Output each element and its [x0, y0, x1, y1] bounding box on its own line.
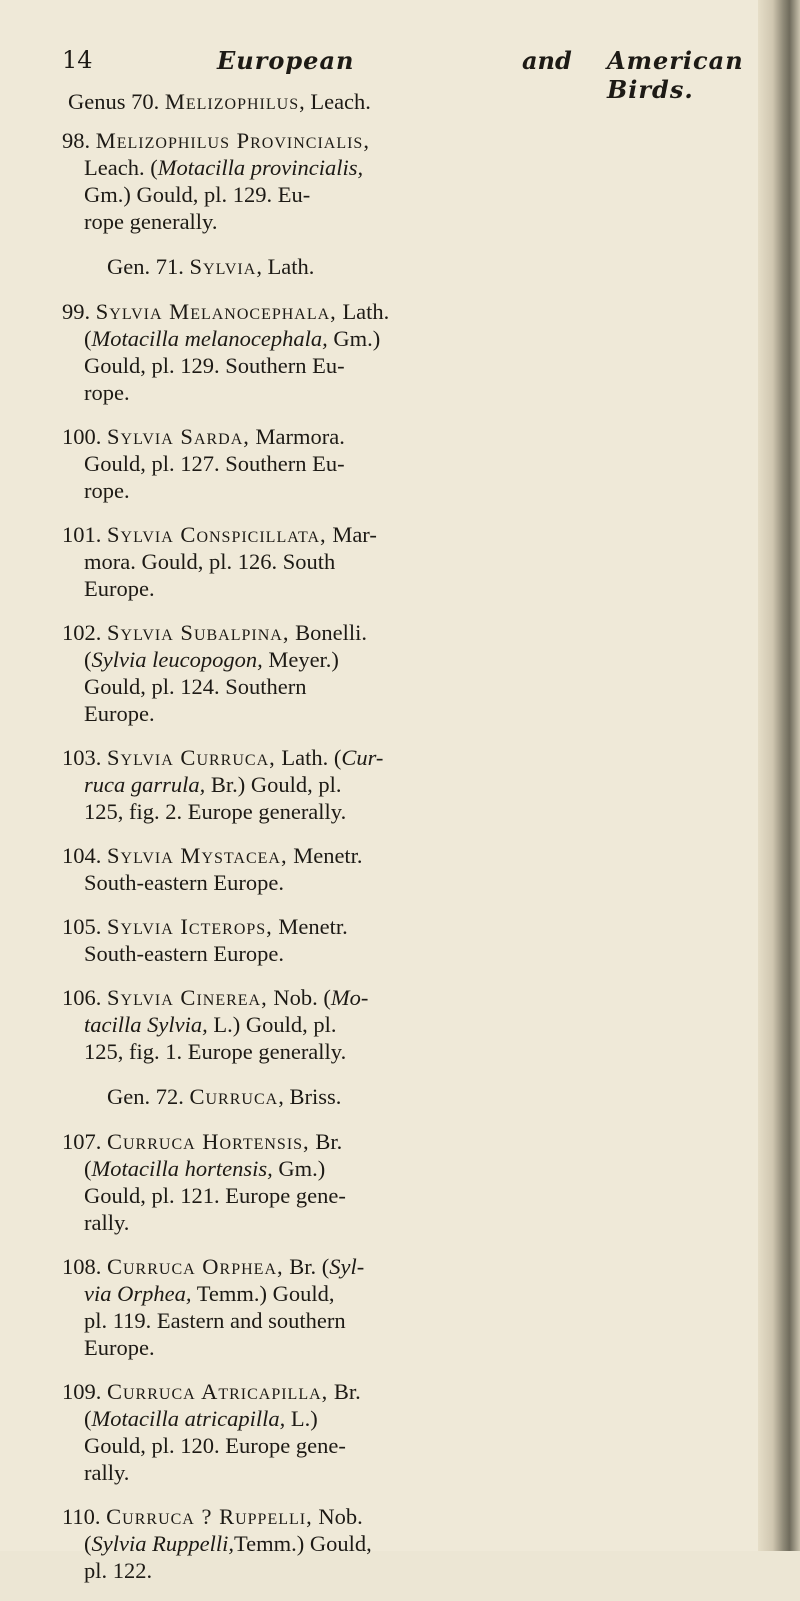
species-entry-104: 104. Sylvia Mystacea, Menetr. South-eastern Europe. — [62, 843, 363, 895]
species-entry-106: 106. Sylvia Cinerea, Nob. (Mo- tacilla Sylvia, L.) Gould, pl. 125, fig. 1. Europe generally. — [62, 985, 369, 1064]
header-title-american-birds: American Birds. — [607, 46, 744, 104]
species-entry-105: 105. Sylvia Icterops, Menetr. South-eastern Europe. — [62, 914, 348, 966]
species-entry-110: 110. Curruca ? Ruppelli, Nob. (Sylvia Ruppelli,Temm.) Gould, pl. 122. — [62, 1504, 372, 1583]
page-body — [62, 88, 712, 1601]
species-entry-100: 100. Sylvia Sarda, Marmora. Gould, pl. 127. Southern Eu- rope. — [62, 424, 345, 503]
header-title-and: and — [522, 46, 572, 75]
species-entry-99: 99. Sylvia Melanocephala, Lath. (Motacilla melanocephala, Gm.) Gould, pl. 129. Southern Eu- rope. — [62, 299, 390, 405]
genus-heading-72: Gen. 72. Curruca, Briss. — [107, 1084, 342, 1109]
species-entry-107: 107. Curruca Hortensis, Br. (Motacilla hortensis, Gm.) Gould, pl. 121. Europe gene- rally. — [62, 1129, 346, 1235]
species-entry-103: 103. Sylvia Curruca, Lath. (Cur- ruca garrula, Br.) Gould, pl. 125, fig. 2. Europe generally. — [62, 745, 384, 824]
book-spine-shadow — [758, 0, 800, 1551]
species-entry-108: 108. Curruca Orphea, Br. (Syl- via Orphea, Temm.) Gould, pl. 119. Eastern and southern Europe. — [62, 1254, 365, 1360]
page-number: 14 — [62, 46, 93, 74]
species-entry-98: 98. Melizophilus Provincialis, Leach. (Motacilla provincialis, Gm.) Gould, pl. 129. Eu- rope generally. — [62, 128, 370, 234]
species-entry-101: 101. Sylvia Conspicillata, Mar- mora. Gould, pl. 126. South Europe. — [62, 522, 377, 601]
species-entry-102: 102. Sylvia Subalpina, Bonelli. (Sylvia leucopogon, Meyer.) Gould, pl. 124. Southern Europe. — [62, 620, 367, 726]
genus-heading-71: Gen. 71. Sylvia, Lath. — [107, 254, 315, 279]
genus-heading-70: Genus 70. Melizophilus, Leach. — [68, 89, 371, 114]
header-title-european: European — [217, 46, 355, 75]
species-entry-109: 109. Curruca Atricapilla, Br. (Motacilla atricapilla, L.) Gould, pl. 120. Europe gene- rally. — [62, 1379, 361, 1485]
